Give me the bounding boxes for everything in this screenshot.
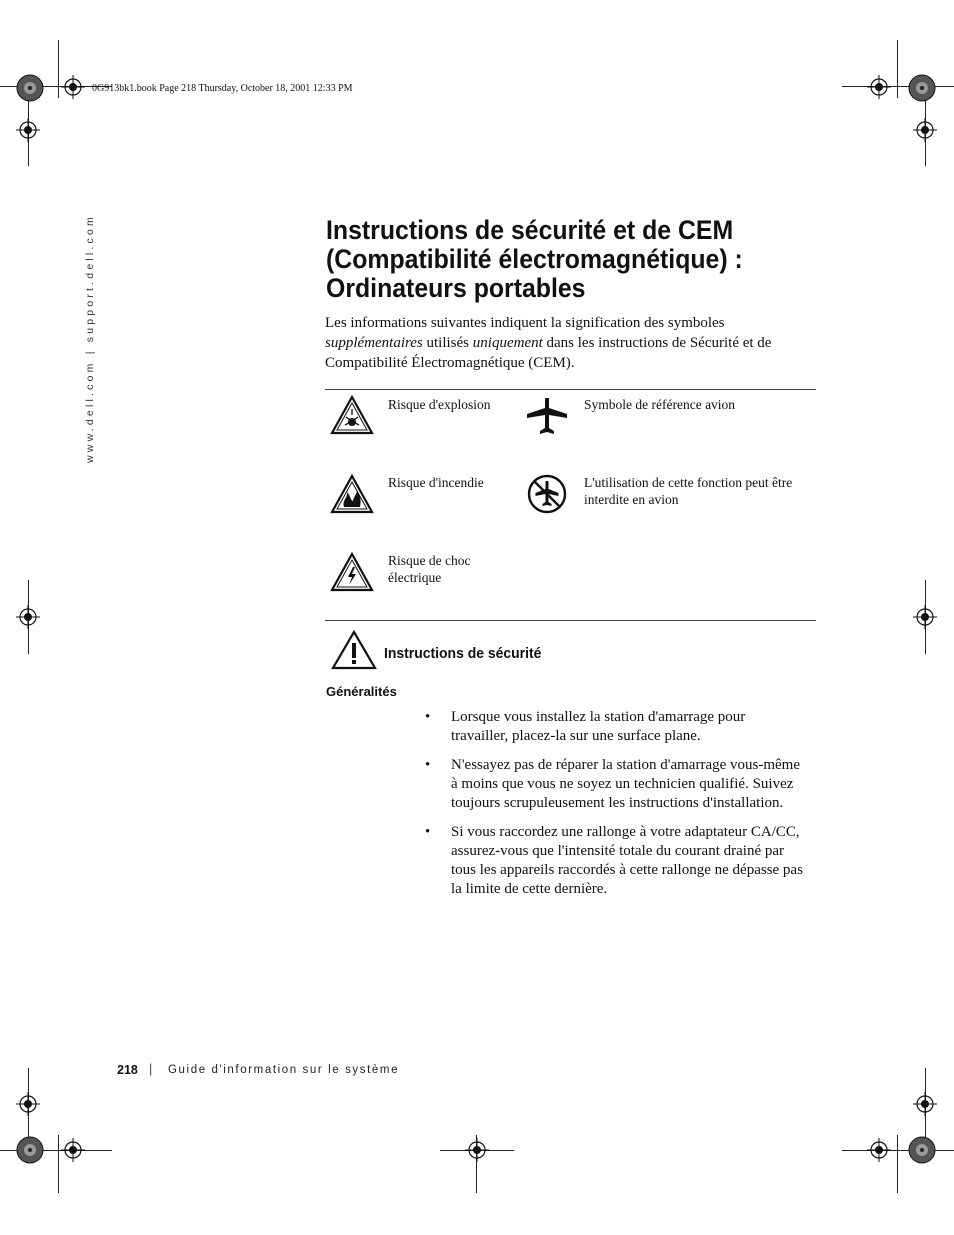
caution-icon bbox=[331, 630, 377, 670]
title-line-1: Instructions de sécurité et de CEM bbox=[326, 215, 734, 245]
registration-mark-icon bbox=[913, 605, 937, 629]
color-target-icon bbox=[17, 1137, 43, 1163]
symbol-label: Risque de choc électrique bbox=[388, 553, 471, 585]
registration-mark-icon bbox=[867, 1138, 891, 1162]
list-item bbox=[425, 823, 805, 899]
symbol-table-bottom-rule bbox=[325, 620, 816, 621]
intro-text: Les informations suivantes indiquent la signification des symboles bbox=[325, 315, 725, 331]
safety-bullet-list bbox=[425, 708, 805, 909]
list-item-text: N'essayez pas de réparer la station d'amarrage vous-même à moins que vous ne soyez un technicien qualifié. Suivez toujours scrupuleusement les instructions d'installation. bbox=[451, 757, 800, 811]
symbol-label: Risque d'explosion bbox=[388, 397, 491, 412]
title-line-2: (Compatibilité électromagnétique) : bbox=[326, 244, 743, 274]
explosion-warning-icon bbox=[330, 395, 374, 435]
page-number: 218 bbox=[117, 1063, 138, 1077]
symbol-label: Risque d'incendie bbox=[388, 475, 484, 490]
section-heading: Instructions de sécurité bbox=[384, 645, 542, 662]
list-item-text: Si vous raccordez une rallonge à votre adaptateur CA/CC, assurez-vous que l'intensité totale du courant drainé par tous les appareils raccordés à cette rallonge ne dépasse pas la limite de cette dernière. bbox=[451, 824, 803, 897]
page-title bbox=[326, 216, 786, 303]
sidebar-url: www.dell.com | support.dell.com bbox=[84, 214, 96, 463]
registration-mark-icon bbox=[867, 75, 891, 99]
list-item bbox=[425, 756, 805, 813]
intro-paragraph bbox=[325, 313, 785, 373]
list-item bbox=[425, 708, 805, 746]
bullet-marker: • bbox=[425, 757, 431, 773]
bullet-marker: • bbox=[425, 824, 431, 840]
color-target-icon bbox=[909, 1137, 935, 1163]
title-line-3: Ordinateurs portables bbox=[326, 273, 586, 303]
list-item-text: Lorsque vous installez la station d'amarrage pour travailler, placez-la sur une surface plane. bbox=[451, 709, 746, 744]
print-header: 0G913bk1.book Page 218 Thursday, October 18, 2001 12:33 PM bbox=[92, 83, 353, 94]
electric-shock-warning-icon bbox=[330, 552, 374, 592]
bullet-marker: • bbox=[425, 709, 431, 725]
intro-text: utilisés bbox=[422, 335, 473, 351]
footer-title: Guide d'information sur le système bbox=[168, 1064, 400, 1076]
registration-mark-icon bbox=[465, 1138, 489, 1162]
symbol-label: L'utilisation de cette fonction peut être interdite en avion bbox=[584, 475, 793, 507]
registration-mark-icon bbox=[16, 118, 40, 142]
symbol-table-top-rule bbox=[325, 389, 816, 390]
subheading: Généralités bbox=[326, 684, 397, 699]
intro-emphasis: uniquement bbox=[472, 335, 543, 351]
registration-mark-icon bbox=[913, 118, 937, 142]
color-target-icon bbox=[909, 75, 935, 101]
registration-mark-icon bbox=[16, 605, 40, 629]
intro-emphasis: supplémentaires bbox=[325, 335, 423, 351]
intro-text: dans les instructions de Sécurité et de Compatibilité Électromagnétique (CEM). bbox=[325, 335, 772, 371]
registration-mark-icon bbox=[16, 1092, 40, 1116]
symbol-label: Symbole de référence avion bbox=[584, 397, 736, 412]
airplane-icon bbox=[525, 396, 569, 436]
no-airplane-use-icon bbox=[525, 472, 569, 516]
fire-warning-icon bbox=[330, 474, 374, 514]
registration-mark-icon bbox=[61, 75, 85, 99]
registration-mark-icon bbox=[61, 1138, 85, 1162]
registration-mark-icon bbox=[913, 1092, 937, 1116]
color-target-icon bbox=[17, 75, 43, 101]
footer-separator: | bbox=[149, 1062, 153, 1076]
